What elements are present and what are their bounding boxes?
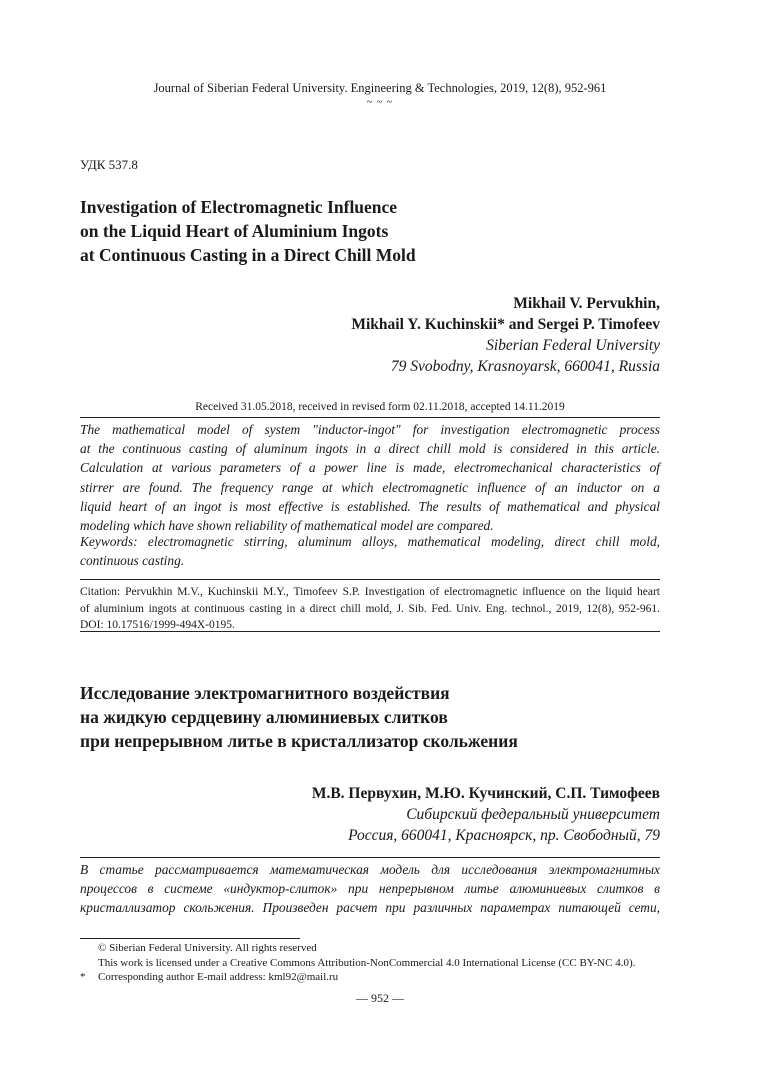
abstract-line: процессов в системе «индуктор-слиток» при непрерывном литье алюминиевых слитков в [80,881,660,897]
title-line: Исследование электромагнитного воздействия [80,683,450,703]
divider [80,417,660,418]
address: Россия, 660041, Красноярск, пр. Свободный, 79 [348,827,660,844]
copyright-note: © Siberian Federal University. All rights reserved [98,942,317,954]
citation-line: of aluminium ingots at continuous casting in a direct chill mold, J. Sib. Fed. Univ. Eng. technol., 2019, 12(8), 952-961. [80,602,660,615]
abstract-line: В статье рассматривается математическая модель для исследования электромагнитных [80,862,660,877]
citation-line: DOI: 10.17516/1999-494X-0195. [80,619,235,631]
paper-title-en [80,195,416,267]
author-line: Mikhail Y. Kuchinskii* and Sergei P. Timofeev [351,316,660,333]
abstract-line: stirrer are found. The frequency range at which electromagnetic influence of an inductor on a [80,479,660,495]
title-line: Investigation of Electromagnetic Influence [80,197,398,217]
corresponding-author-note: Corresponding author E-mail address: kml92@mail.ru [98,971,339,983]
received-dates: Received 31.05.2018, received in revised form 02.11.2018, accepted 14.11.2019 [195,401,565,413]
header-ornament: ~ ~ ~ [366,97,394,108]
paper-title-ru [80,681,518,753]
divider [80,579,660,580]
citation [80,584,660,634]
footnotes [80,941,635,985]
abstract-line: The mathematical model of system "inductor-ingot" for investigation electromagnetic process [80,422,660,437]
author-line: М.В. Первухин, М.Ю. Кучинский, С.П. Тимофеев [311,785,660,802]
abstract-line: at the continuous casting of aluminum ingots in a direct chill mold is considered in this article. [80,441,660,457]
abstract-line: Calculation at various parameters of a power line is made, electromechanical characteristics of [80,460,660,476]
footnote-asterisk: * [80,971,86,983]
abstract-line: modeling which have shown reliability of mathematical model are compared. [80,517,494,533]
keywords-en [80,532,660,570]
page-number: — 952 — [356,991,404,1005]
citation-line: Citation: Pervukhin M.V., Kuchinskii M.Y., Timofeev S.P. Investigation of electromagnetic influence on the liquid heart [80,586,660,598]
abstract-line: liquid heart of an ingot is most effective is established. The results of mathematical and physical [80,498,660,514]
footnote-divider [80,938,300,939]
title-line: на жидкую сердцевину алюминиевых слитков [80,707,448,727]
title-line: at Continuous Casting in a Direct Chill Mold [80,245,416,265]
authors-ru [312,783,660,846]
address: 79 Svobodny, Krasnoyarsk, 660041, Russia [390,358,660,375]
divider [80,631,660,632]
divider [80,857,660,858]
keywords-line: Keywords: electromagnetic stirring, aluminum alloys, mathematical modeling, direct chill mold, [80,534,660,549]
abstract-en [80,420,660,535]
journal-header: Journal of Siberian Federal University. Engineering & Technologies, 2019, 12(8), 952-961 [153,81,607,95]
abstract-line: кристаллизатор скольжения. Произведен расчет при различных параметрах питающей сети, [80,900,660,916]
affiliation: Siberian Federal University [486,337,660,354]
affiliation: Сибирский федеральный университет [406,806,660,823]
title-line: on the Liquid Heart of Aluminium Ingots [80,221,389,241]
authors-en [351,293,660,377]
udc-code: УДК 537.8 [80,157,138,172]
abstract-ru [80,860,660,918]
keywords-line: continuous casting. [80,553,185,569]
author-line: Mikhail V. Pervukhin, [513,295,660,312]
license-note: This work is licensed under a Creative Commons Attribution-NonCommercial 4.0 International License (CC BY-NC 4.0). [98,956,636,969]
title-line: при непрерывном литье в кристаллизатор скольжения [80,731,518,751]
